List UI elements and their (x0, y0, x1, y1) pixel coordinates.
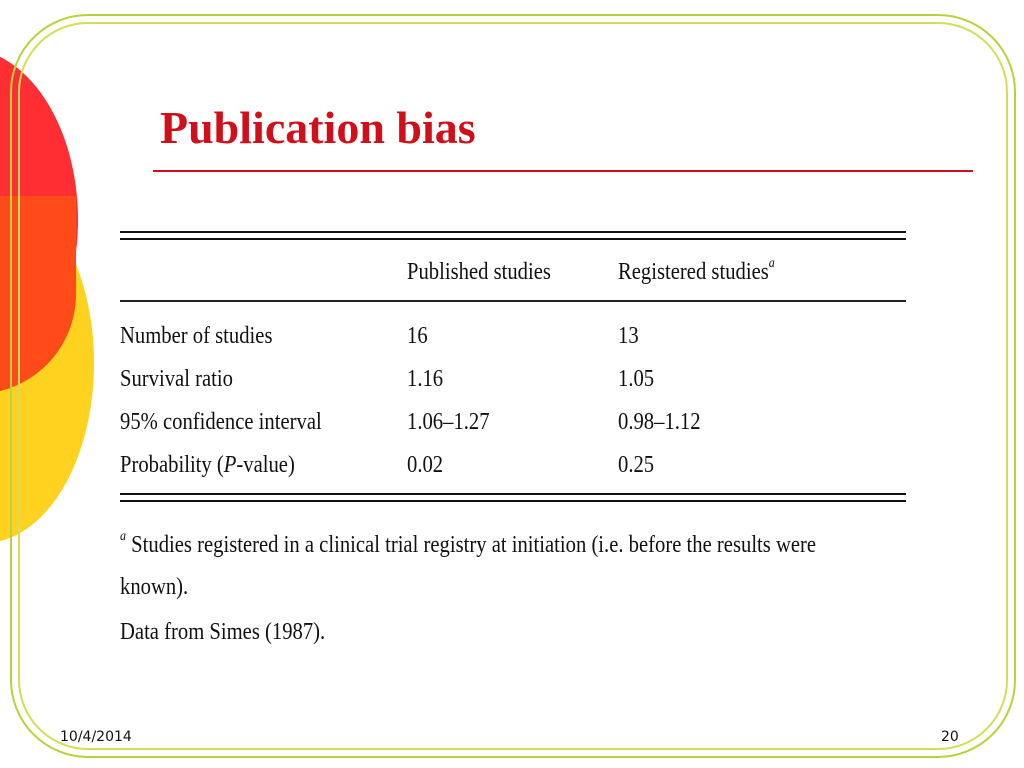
slide-title: Publication bias (160, 102, 476, 153)
table-footnote (120, 530, 816, 560)
table-top-rule (120, 238, 906, 240)
row-label-italic: P (223, 452, 237, 478)
slide-date: 10/4/2014 (60, 729, 132, 745)
row-label (120, 450, 295, 480)
registered-value: 0.98–1.12 (618, 409, 701, 435)
table-footnote-continued: known). (120, 574, 189, 600)
row-label-suffix: -value) (236, 452, 295, 478)
column-header-registered-label: Registered studies (618, 259, 769, 285)
title-underline (153, 170, 973, 172)
row-label: Number of studies (120, 323, 273, 349)
header-rule (120, 300, 906, 302)
registered-value: 13 (618, 323, 639, 349)
registered-value: 1.05 (618, 366, 655, 392)
published-value: 1.16 (407, 366, 444, 392)
row-label-prefix: Probability ( (120, 452, 224, 478)
column-header-registered (618, 257, 775, 287)
footnote-text: Studies registered in a clinical trial registry at initiation (i.e. before the results were (126, 532, 817, 558)
column-header-published: Published studies (407, 259, 551, 285)
footnote-marker: a (120, 529, 127, 544)
row-label: 95% confidence interval (120, 409, 322, 435)
registered-value: 0.25 (618, 452, 655, 478)
data-source: Data from Simes (1987). (120, 619, 326, 645)
published-value: 1.06–1.27 (407, 409, 490, 435)
published-value: 16 (407, 323, 428, 349)
published-value: 0.02 (407, 452, 444, 478)
footnote-marker: a (768, 256, 775, 271)
slide-page-number: 20 (941, 729, 959, 745)
row-label: Survival ratio (120, 366, 233, 392)
table-bottom-rule (120, 493, 906, 495)
table-bottom-rule (120, 500, 906, 502)
table-top-rule (120, 231, 906, 233)
